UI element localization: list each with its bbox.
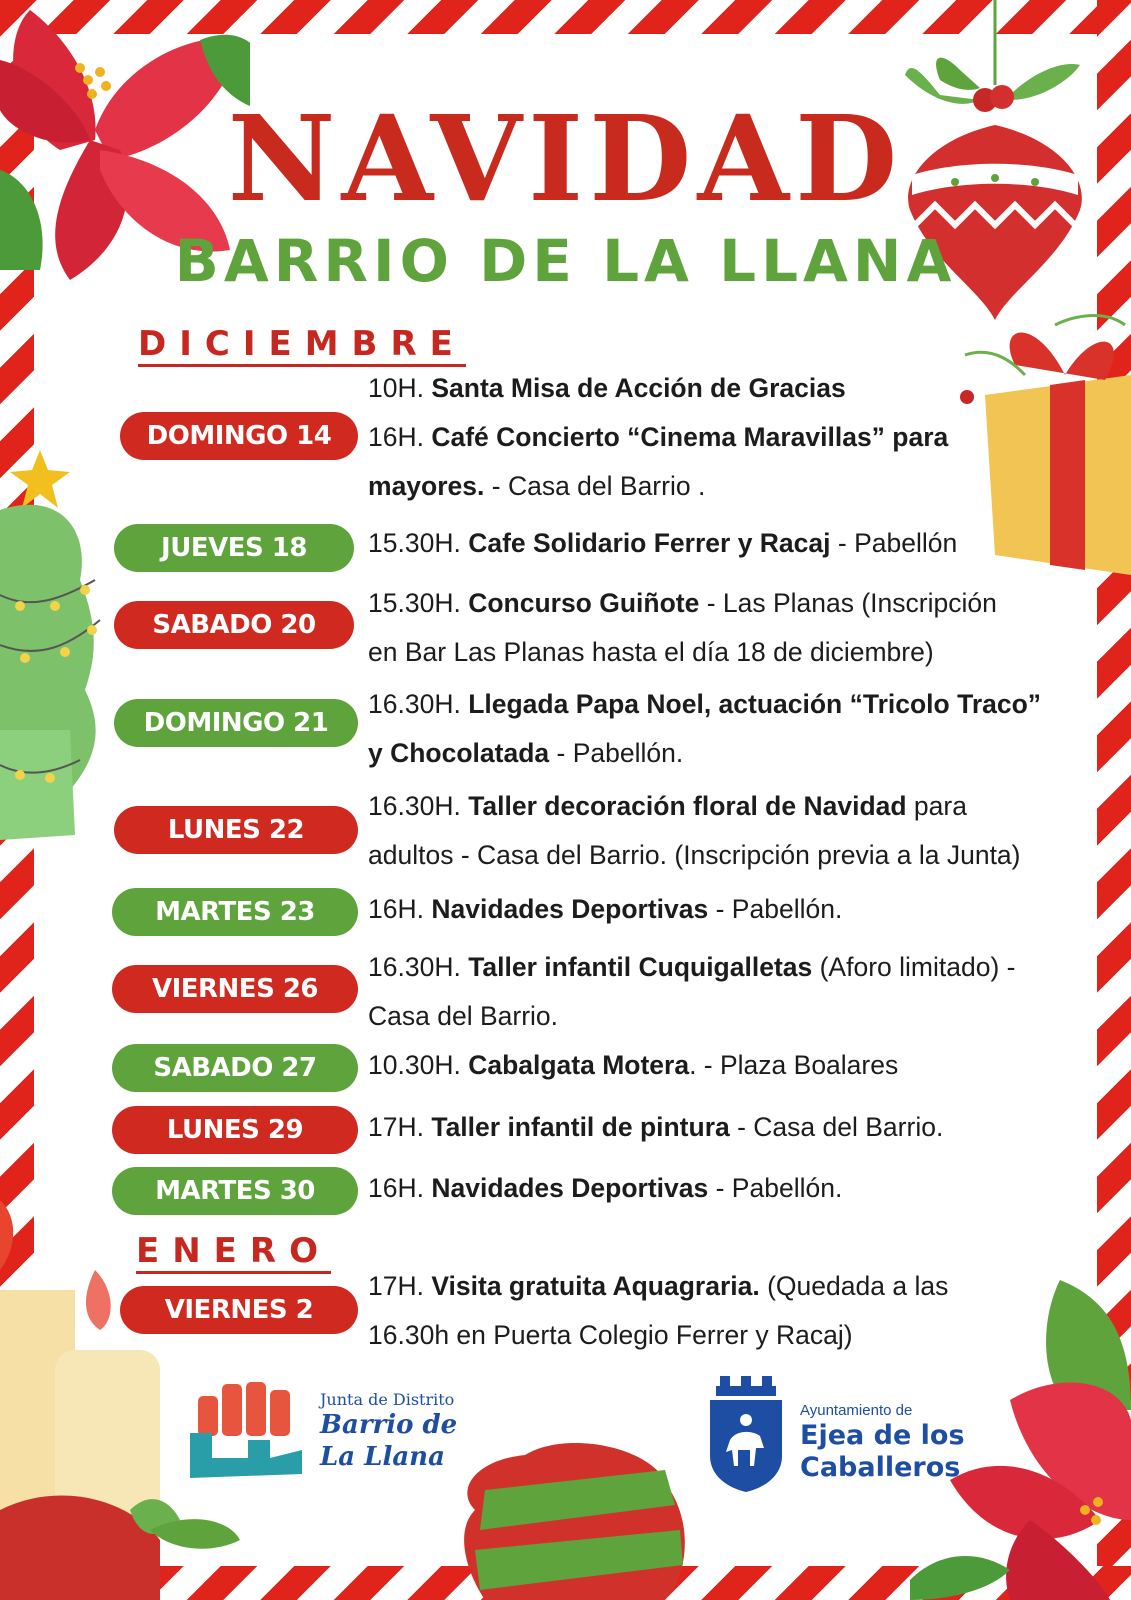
event-line [368,680,1078,729]
event-place: - Casa del Barrio . [484,471,706,501]
day-badge: DOMINGO 21 [114,699,358,747]
event-time: 16H. [368,1173,432,1203]
page-subtitle: BARRIO DE LA LLANA [174,227,957,295]
event-text: en Bar Las Planas hasta el día 18 de diciembre) [368,637,934,667]
event-time: 16.30H. [368,952,469,982]
ayto-line: Caballeros [800,1452,961,1483]
event-time: 16H. [368,894,432,924]
day-badge: SABADO 27 [112,1044,358,1092]
event-description [368,579,1078,677]
event-description [368,519,1078,568]
event-place: (Quedada a las [759,1271,949,1301]
event-time: 10H. [368,373,432,403]
junta-line: Barrio de [320,1410,458,1440]
event-description [368,1262,1078,1360]
junta-line: La Llana [320,1442,445,1472]
day-badge: SABADO 20 [114,601,354,649]
event-place: para [906,791,967,821]
event-place: - Pabellón. [549,738,684,768]
event-description [368,782,1078,880]
event-title: Cabalgata Motera [468,1050,690,1080]
day-badge: VIERNES 26 [112,965,358,1013]
event-place: (Aforo limitado) - [812,952,1016,982]
ayto-line: Ayuntamiento de [800,1402,913,1419]
event-line [368,1041,1078,1090]
day-badge: MARTES 23 [112,888,358,936]
mitten-icon [455,1430,705,1600]
event-description [368,943,1078,1041]
event-line [368,1164,1078,1213]
event-line [368,782,1078,831]
event-time: 16.30H. [368,791,469,821]
event-line [368,413,1078,462]
event-description [368,1103,1078,1152]
event-line [368,943,1078,992]
junta-line: Junta de Distrito [320,1390,455,1409]
event-description [368,680,1078,778]
month-heading-december: DICIEMBRE [138,327,466,367]
page-title: NAVIDAD [227,89,904,228]
event-place: - Pabellón. [708,1173,843,1203]
ayuntamiento-shield-icon [706,1376,786,1492]
day-badge: MARTES 30 [112,1167,358,1215]
event-title: Navidades Deportivas [431,894,709,924]
event-line [368,992,1078,1041]
event-line [368,1311,1078,1360]
event-line [368,364,1078,413]
event-place: - Las Planas (Inscripción [699,588,997,618]
event-line [368,628,1078,677]
event-title: Café Concierto “Cinema Maravillas” para [431,422,949,452]
event-place: - Pabellón [830,528,958,558]
event-line [368,1103,1078,1152]
ayto-line: Ejea de los [800,1420,965,1451]
day-badge: VIERNES 2 [120,1286,358,1334]
day-badge: LUNES 22 [114,806,358,854]
month-heading-january: ENERO [136,1234,331,1274]
event-title: Visita gratuita Aquagraria. [431,1271,760,1301]
event-title: Santa Misa de Acción de Gracias [431,373,846,403]
event-time: 10.30H. [368,1050,469,1080]
event-description [368,1164,1078,1213]
day-badge: DOMINGO 14 [120,412,358,460]
event-title: Navidades Deportivas [431,1173,709,1203]
event-title: Taller decoración floral de Navidad [468,791,907,821]
event-text: 16.30h en Puerta Colegio Ferrer y Racaj) [368,1320,853,1350]
event-title: mayores. [368,471,485,501]
junta-logo-icon [190,1378,310,1483]
event-description [368,885,1078,934]
event-line [368,831,1078,880]
event-line [368,519,1078,568]
event-time: 15.30H. [368,588,469,618]
day-badge: JUEVES 18 [114,524,354,572]
event-title: Cafe Solidario Ferrer y Racaj [468,528,831,558]
event-place: . - Plaza Boalares [689,1050,899,1080]
event-description [368,1041,1078,1090]
event-time: 15.30H. [368,528,469,558]
event-title: Taller infantil de pintura [431,1112,730,1142]
event-time: 17H. [368,1271,432,1301]
event-line [368,462,1078,511]
event-description [368,364,1078,511]
event-title: Taller infantil Cuquigalletas [468,952,813,982]
christmas-tree-lights-icon [0,430,110,860]
event-title: Concurso Guiñote [468,588,700,618]
event-title: Llegada Papa Noel, actuación “Tricolo Traco” [468,689,1042,719]
event-line [368,579,1078,628]
event-place: - Pabellón. [708,894,843,924]
event-time: 16.30H. [368,689,469,719]
event-line [368,729,1078,778]
event-text: Casa del Barrio. [368,1001,559,1031]
event-text: adultos - Casa del Barrio. (Inscripción previa a la Junta) [368,840,1021,870]
event-title: y Chocolatada [368,738,550,768]
junta-logo-text [320,1390,470,1473]
day-badge: LUNES 29 [112,1106,358,1154]
event-line [368,1262,1078,1311]
event-time: 17H. [368,1112,432,1142]
event-time: 16H. [368,422,432,452]
event-line [368,885,1078,934]
ayuntamiento-logo-text [800,1402,980,1483]
event-place: - Casa del Barrio. [729,1112,944,1142]
